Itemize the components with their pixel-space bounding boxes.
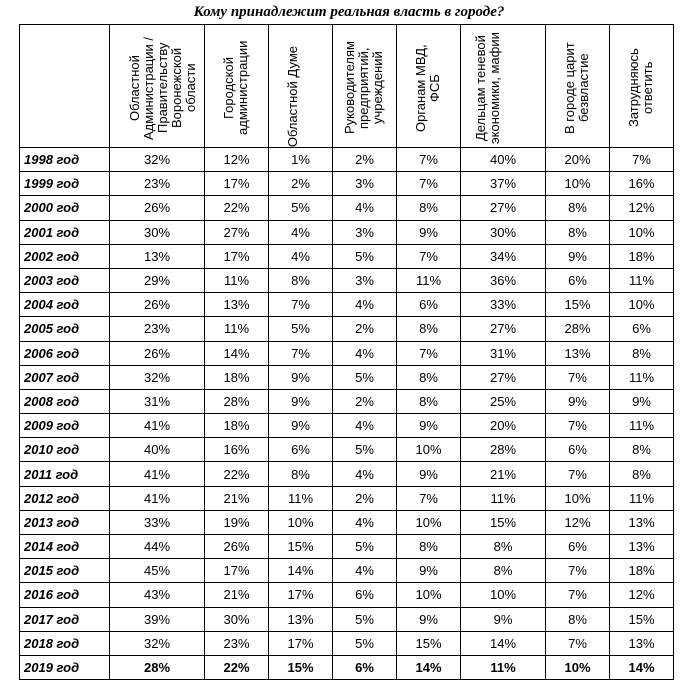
table-row: [20, 341, 674, 365]
value-cell: 13%: [610, 510, 674, 534]
table-row: [20, 462, 674, 486]
value-cell: 20%: [546, 148, 610, 172]
value-cell: 21%: [205, 583, 269, 607]
value-cell: 5%: [333, 438, 397, 462]
value-cell: 11%: [610, 486, 674, 510]
value-cell: 7%: [546, 583, 610, 607]
value-cell: 25%: [461, 389, 546, 413]
table-row: [20, 510, 674, 534]
value-cell: 32%: [110, 148, 205, 172]
table-row: [20, 414, 674, 438]
column-header-label: Дельцам теневой экономики, мафии: [473, 32, 502, 144]
value-cell: 11%: [205, 268, 269, 292]
value-cell: 9%: [546, 389, 610, 413]
year-cell: 2003 год: [20, 268, 110, 292]
value-cell: 14%: [269, 559, 333, 583]
value-cell: 26%: [110, 293, 205, 317]
value-cell: 7%: [397, 244, 461, 268]
value-cell: 12%: [546, 510, 610, 534]
value-cell: 8%: [546, 196, 610, 220]
value-cell: 7%: [397, 486, 461, 510]
value-cell: 6%: [333, 655, 397, 679]
table-row: [20, 172, 674, 196]
value-cell: 13%: [610, 631, 674, 655]
table-row: [20, 268, 674, 292]
value-cell: 10%: [397, 510, 461, 534]
value-cell: 18%: [205, 365, 269, 389]
value-cell: 8%: [610, 462, 674, 486]
value-cell: 7%: [269, 293, 333, 317]
value-cell: 45%: [110, 559, 205, 583]
value-cell: 27%: [461, 317, 546, 341]
table-row: [20, 486, 674, 510]
value-cell: 9%: [610, 389, 674, 413]
value-cell: 11%: [397, 268, 461, 292]
value-cell: 2%: [333, 148, 397, 172]
year-cell: 2002 год: [20, 244, 110, 268]
column-header-label: Руководителям предприятий, учреждений: [341, 41, 385, 135]
value-cell: 26%: [110, 196, 205, 220]
value-cell: 15%: [546, 293, 610, 317]
table-row: [20, 535, 674, 559]
value-cell: 5%: [269, 317, 333, 341]
value-cell: 33%: [461, 293, 546, 317]
value-cell: 39%: [110, 607, 205, 631]
value-cell: 10%: [546, 486, 610, 510]
value-cell: 31%: [461, 341, 546, 365]
value-cell: 4%: [269, 220, 333, 244]
value-cell: 16%: [610, 172, 674, 196]
value-cell: 8%: [546, 220, 610, 244]
table-row: [20, 220, 674, 244]
value-cell: 12%: [610, 196, 674, 220]
value-cell: 13%: [110, 244, 205, 268]
table-row: [20, 655, 674, 679]
table-row: [20, 196, 674, 220]
value-cell: 30%: [205, 607, 269, 631]
value-cell: 6%: [546, 535, 610, 559]
value-cell: 17%: [269, 631, 333, 655]
value-cell: 30%: [110, 220, 205, 244]
value-cell: 7%: [546, 559, 610, 583]
year-cell: 1998 год: [20, 148, 110, 172]
value-cell: 9%: [397, 220, 461, 244]
year-cell: 2001 год: [20, 220, 110, 244]
table-row: [20, 293, 674, 317]
value-cell: 11%: [610, 365, 674, 389]
value-cell: 18%: [610, 559, 674, 583]
value-cell: 3%: [333, 220, 397, 244]
year-cell: 2019 год: [20, 655, 110, 679]
value-cell: 9%: [269, 389, 333, 413]
value-cell: 9%: [461, 607, 546, 631]
value-cell: 4%: [333, 559, 397, 583]
value-cell: 23%: [110, 172, 205, 196]
value-cell: 4%: [333, 293, 397, 317]
column-header-label: Затрудняюсь ответить: [625, 48, 655, 128]
column-header: [397, 25, 461, 148]
value-cell: 9%: [269, 365, 333, 389]
value-cell: 15%: [397, 631, 461, 655]
value-cell: 8%: [397, 317, 461, 341]
value-cell: 10%: [546, 655, 610, 679]
value-cell: 9%: [397, 414, 461, 438]
value-cell: 14%: [205, 341, 269, 365]
value-cell: 10%: [461, 583, 546, 607]
value-cell: 22%: [205, 462, 269, 486]
column-header-label: Областной Администрации / Правительству Воронежской области: [127, 36, 198, 140]
value-cell: 31%: [110, 389, 205, 413]
value-cell: 4%: [333, 510, 397, 534]
table-row: [20, 317, 674, 341]
value-cell: 17%: [205, 559, 269, 583]
value-cell: 19%: [205, 510, 269, 534]
value-cell: 30%: [461, 220, 546, 244]
table-row: [20, 438, 674, 462]
value-cell: 4%: [333, 341, 397, 365]
value-cell: 5%: [333, 607, 397, 631]
value-cell: 7%: [269, 341, 333, 365]
value-cell: 11%: [461, 486, 546, 510]
value-cell: 8%: [546, 607, 610, 631]
value-cell: 10%: [397, 438, 461, 462]
value-cell: 2%: [333, 317, 397, 341]
value-cell: 44%: [110, 535, 205, 559]
table-row: [20, 148, 674, 172]
value-cell: 17%: [205, 244, 269, 268]
value-cell: 13%: [205, 293, 269, 317]
value-cell: 34%: [461, 244, 546, 268]
value-cell: 17%: [269, 583, 333, 607]
value-cell: 10%: [546, 172, 610, 196]
year-cell: 2009 год: [20, 414, 110, 438]
value-cell: 21%: [205, 486, 269, 510]
column-header: [205, 25, 269, 148]
value-cell: 23%: [205, 631, 269, 655]
value-cell: 6%: [333, 583, 397, 607]
value-cell: 10%: [397, 583, 461, 607]
value-cell: 40%: [461, 148, 546, 172]
value-cell: 43%: [110, 583, 205, 607]
value-cell: 15%: [610, 607, 674, 631]
column-header: [546, 25, 610, 148]
value-cell: 27%: [461, 365, 546, 389]
value-cell: 1%: [269, 148, 333, 172]
value-cell: 7%: [397, 341, 461, 365]
value-cell: 29%: [110, 268, 205, 292]
header-row: [20, 25, 674, 148]
value-cell: 40%: [110, 438, 205, 462]
value-cell: 6%: [546, 268, 610, 292]
value-cell: 28%: [110, 655, 205, 679]
table-body: [20, 148, 674, 680]
value-cell: 15%: [461, 510, 546, 534]
year-cell: 2011 год: [20, 462, 110, 486]
column-header: [269, 25, 333, 148]
value-cell: 9%: [269, 414, 333, 438]
value-cell: 20%: [461, 414, 546, 438]
year-cell: 2000 год: [20, 196, 110, 220]
value-cell: 7%: [546, 462, 610, 486]
value-cell: 7%: [397, 172, 461, 196]
value-cell: 17%: [205, 172, 269, 196]
value-cell: 41%: [110, 414, 205, 438]
value-cell: 15%: [269, 655, 333, 679]
value-cell: 14%: [461, 631, 546, 655]
value-cell: 11%: [610, 414, 674, 438]
value-cell: 23%: [110, 317, 205, 341]
value-cell: 28%: [205, 389, 269, 413]
value-cell: 26%: [205, 535, 269, 559]
value-cell: 16%: [205, 438, 269, 462]
value-cell: 27%: [205, 220, 269, 244]
year-cell: 2018 год: [20, 631, 110, 655]
table-row: [20, 583, 674, 607]
value-cell: 18%: [205, 414, 269, 438]
value-cell: 27%: [461, 196, 546, 220]
year-cell: 2007 год: [20, 365, 110, 389]
column-header-label: Городской администрации: [220, 40, 250, 136]
value-cell: 10%: [269, 510, 333, 534]
year-cell: 2008 год: [20, 389, 110, 413]
value-cell: 8%: [610, 438, 674, 462]
value-cell: 33%: [110, 510, 205, 534]
value-cell: 28%: [546, 317, 610, 341]
year-cell: 2013 год: [20, 510, 110, 534]
value-cell: 8%: [397, 535, 461, 559]
value-cell: 2%: [333, 486, 397, 510]
value-cell: 9%: [397, 559, 461, 583]
value-cell: 7%: [546, 631, 610, 655]
value-cell: 7%: [397, 148, 461, 172]
value-cell: 6%: [546, 438, 610, 462]
table-row: [20, 607, 674, 631]
value-cell: 7%: [546, 414, 610, 438]
value-cell: 41%: [110, 462, 205, 486]
value-cell: 12%: [610, 583, 674, 607]
value-cell: 11%: [269, 486, 333, 510]
value-cell: 8%: [461, 559, 546, 583]
corner-cell: [20, 25, 110, 148]
value-cell: 3%: [333, 172, 397, 196]
table-row: [20, 559, 674, 583]
value-cell: 4%: [333, 414, 397, 438]
value-cell: 22%: [205, 196, 269, 220]
year-cell: 2006 год: [20, 341, 110, 365]
value-cell: 21%: [461, 462, 546, 486]
value-cell: 41%: [110, 486, 205, 510]
value-cell: 2%: [333, 389, 397, 413]
column-header: [610, 25, 674, 148]
value-cell: 32%: [110, 365, 205, 389]
value-cell: 13%: [269, 607, 333, 631]
value-cell: 8%: [397, 365, 461, 389]
value-cell: 7%: [546, 365, 610, 389]
value-cell: 18%: [610, 244, 674, 268]
value-cell: 11%: [205, 317, 269, 341]
value-cell: 5%: [333, 631, 397, 655]
year-cell: 1999 год: [20, 172, 110, 196]
value-cell: 6%: [397, 293, 461, 317]
value-cell: 12%: [205, 148, 269, 172]
value-cell: 4%: [333, 196, 397, 220]
column-header-label: В городе царит безвластие: [561, 42, 591, 134]
year-cell: 2005 год: [20, 317, 110, 341]
value-cell: 5%: [333, 244, 397, 268]
value-cell: 22%: [205, 655, 269, 679]
table-row: [20, 389, 674, 413]
value-cell: 37%: [461, 172, 546, 196]
value-cell: 8%: [461, 535, 546, 559]
year-cell: 2015 год: [20, 559, 110, 583]
year-cell: 2012 год: [20, 486, 110, 510]
value-cell: 10%: [610, 220, 674, 244]
value-cell: 4%: [269, 244, 333, 268]
table-row: [20, 365, 674, 389]
power-table: [19, 24, 674, 680]
year-cell: 2010 год: [20, 438, 110, 462]
value-cell: 6%: [610, 317, 674, 341]
value-cell: 4%: [333, 462, 397, 486]
value-cell: 6%: [269, 438, 333, 462]
value-cell: 32%: [110, 631, 205, 655]
value-cell: 9%: [397, 462, 461, 486]
table-title: Кому принадлежит реальная власть в городе?: [193, 4, 505, 20]
column-header: [110, 25, 205, 148]
column-header-label: Областной Думе: [284, 45, 300, 147]
value-cell: 15%: [269, 535, 333, 559]
value-cell: 9%: [397, 607, 461, 631]
year-cell: 2014 год: [20, 535, 110, 559]
value-cell: 13%: [610, 535, 674, 559]
value-cell: 5%: [333, 535, 397, 559]
table-row: [20, 244, 674, 268]
value-cell: 8%: [397, 196, 461, 220]
value-cell: 14%: [610, 655, 674, 679]
column-header-label: Органам МВД, ФСБ: [412, 44, 442, 132]
value-cell: 2%: [269, 172, 333, 196]
value-cell: 8%: [269, 268, 333, 292]
value-cell: 11%: [461, 655, 546, 679]
value-cell: 26%: [110, 341, 205, 365]
year-cell: 2016 год: [20, 583, 110, 607]
value-cell: 3%: [333, 268, 397, 292]
value-cell: 8%: [397, 389, 461, 413]
year-cell: 2004 год: [20, 293, 110, 317]
value-cell: 13%: [546, 341, 610, 365]
value-cell: 28%: [461, 438, 546, 462]
column-header: [461, 25, 546, 148]
value-cell: 14%: [397, 655, 461, 679]
value-cell: 5%: [269, 196, 333, 220]
value-cell: 10%: [610, 293, 674, 317]
year-cell: 2017 год: [20, 607, 110, 631]
value-cell: 5%: [333, 365, 397, 389]
value-cell: 11%: [610, 268, 674, 292]
table-row: [20, 631, 674, 655]
value-cell: 8%: [610, 341, 674, 365]
value-cell: 36%: [461, 268, 546, 292]
value-cell: 9%: [546, 244, 610, 268]
value-cell: 8%: [269, 462, 333, 486]
column-header: [333, 25, 397, 148]
value-cell: 7%: [610, 148, 674, 172]
